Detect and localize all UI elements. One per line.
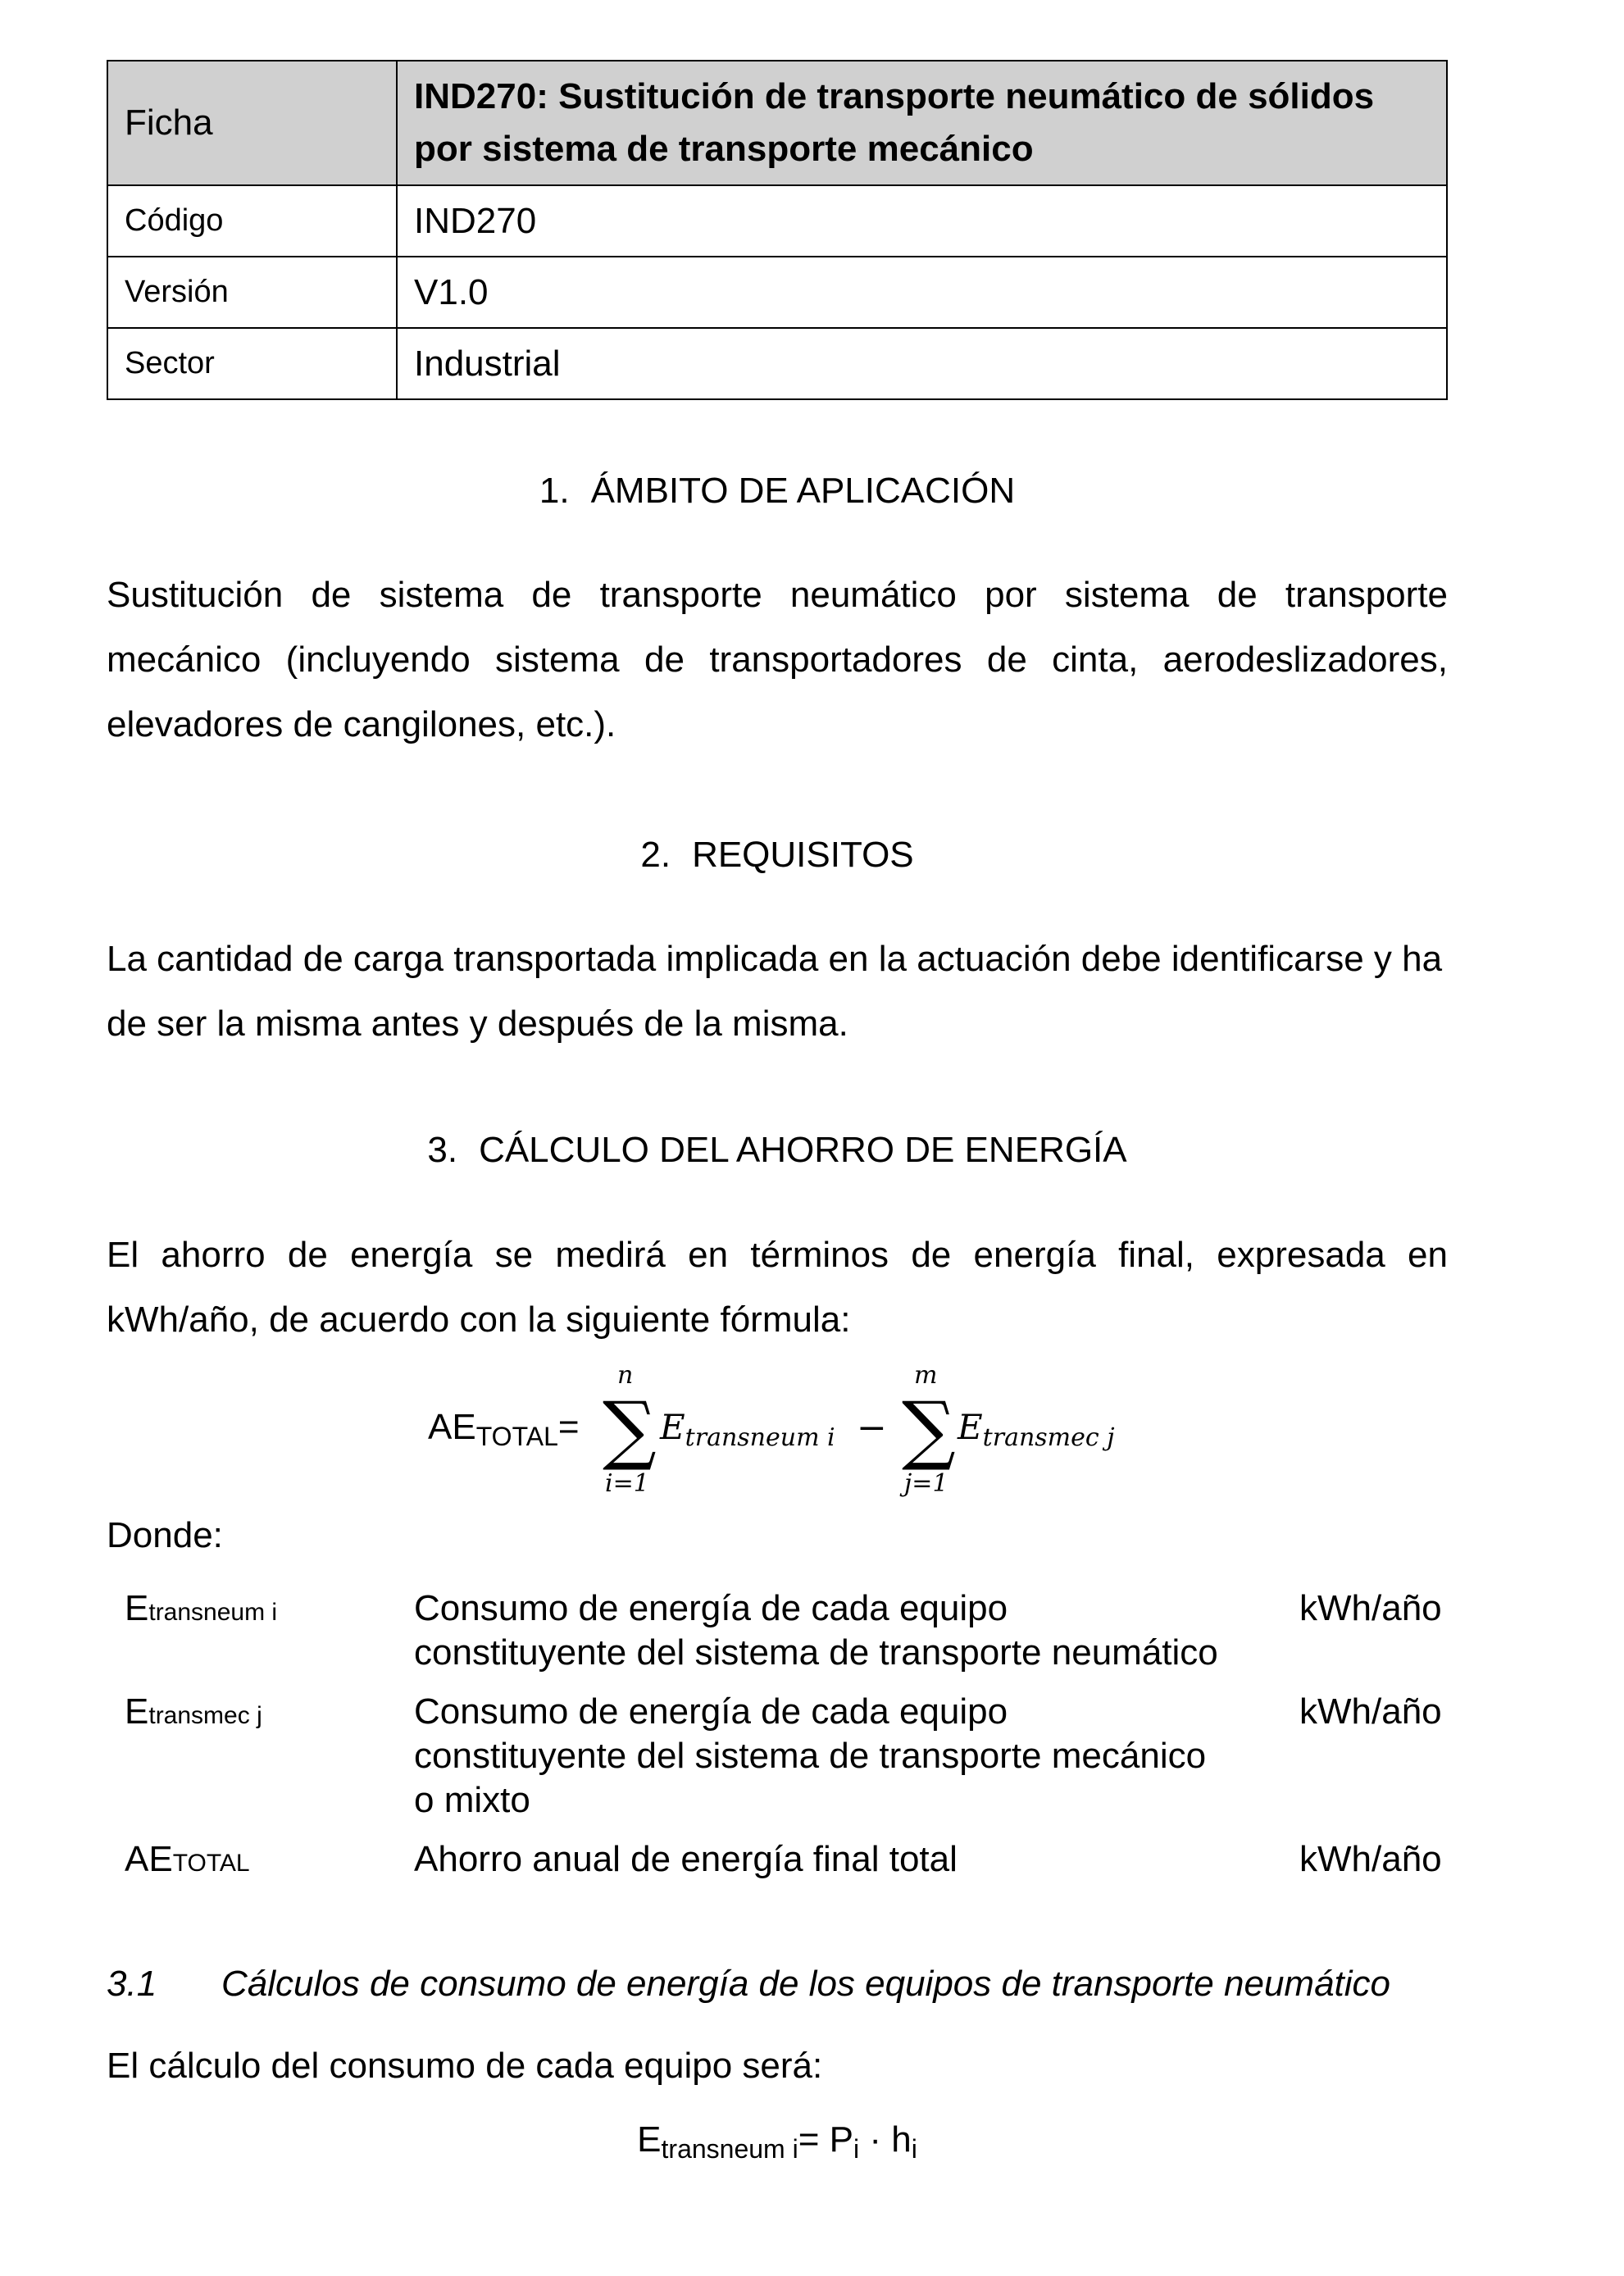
symbol-main: E xyxy=(125,1588,149,1628)
ficha-title: IND270: Sustitución de transporte neumático de sólidos por sistema de transporte mecánico xyxy=(414,76,1375,169)
definition-symbol xyxy=(107,1690,414,1823)
definition-row xyxy=(107,1690,1467,1823)
symbol-main: E xyxy=(125,1691,149,1732)
sum-1-symbol: ∑ xyxy=(603,1386,657,1473)
section-1-heading xyxy=(107,467,1448,516)
sum-1-lower: i=1 xyxy=(605,1469,649,1498)
term-2-main: E xyxy=(958,1407,983,1447)
ficha-label-cell xyxy=(107,61,397,185)
definition-description: Ahorro anual de energía final total xyxy=(414,1839,958,1879)
definition-row xyxy=(107,1586,1467,1675)
consumption-equation xyxy=(107,2115,1448,2174)
formula-lhs-sub: TOTAL xyxy=(475,1422,558,1451)
section-title: CÁLCULO DEL AHORRO DE ENERGÍA xyxy=(479,1130,1127,1170)
definition-symbol xyxy=(107,1586,414,1675)
eq2-h-sub: i xyxy=(911,2134,917,2164)
sector-label: Sector xyxy=(125,346,215,380)
term-2 xyxy=(958,1407,1115,1452)
eq2-e-sub: transneum i xyxy=(661,2134,798,2164)
term-2-sub: transmec j xyxy=(982,1423,1115,1452)
section-1-text: Sustitución de sistema de transporte neumático por sistema de transporte mecánico (incluyendo sistema de transportadores de cinta, aerodeslizadores, elevadores de cangilones, etc.). xyxy=(107,575,1448,744)
section-3-text: El ahorro de energía se medirá en términos de energía final, expresada en kWh/año, de acuerdo con la siguiente fórmula: xyxy=(107,1235,1448,1340)
eq2-h-main: h xyxy=(891,2119,912,2160)
section-number: 2. xyxy=(640,835,671,875)
version-value: V1.0 xyxy=(414,271,489,312)
eq2-dot: · xyxy=(869,2119,881,2160)
section-title: ÁMBITO DE APLICACIÓN xyxy=(590,471,1016,511)
row-label-cell xyxy=(107,257,397,328)
eq2-equals: = xyxy=(798,2119,820,2160)
section-3-heading xyxy=(107,1126,1448,1175)
subsection-title: Cálculos de consumo de energía de los equipos de transporte neumático xyxy=(221,1964,1391,2004)
donde-label: Donde: xyxy=(107,1515,223,1555)
section-2-heading xyxy=(107,831,1448,880)
eq2-e-main: E xyxy=(637,2119,662,2160)
definition-symbol xyxy=(107,1837,414,1886)
table-row xyxy=(107,257,1447,328)
calc-text: El cálculo del consumo de cada equipo será: xyxy=(107,2046,823,2086)
definition-description: Consumo de energía de cada equipo constituyente del sistema de transporte neumático xyxy=(414,1588,1218,1673)
eq2-p-main: P xyxy=(829,2119,853,2160)
eq2-p-sub: i xyxy=(853,2134,860,2164)
definition-unit: kWh/año xyxy=(1299,1691,1442,1732)
sector-value: Industrial xyxy=(414,343,561,384)
ficha-header-row xyxy=(107,61,1447,185)
formula-lhs xyxy=(428,1407,580,1452)
definition-row xyxy=(107,1837,1467,1886)
subsection-number: 3.1 xyxy=(107,1964,157,2004)
row-value-cell xyxy=(397,328,1447,399)
formula-lhs-main: AE xyxy=(428,1407,476,1447)
codigo-label: Código xyxy=(125,203,224,238)
symbol-sub: transmec j xyxy=(148,1702,262,1729)
version-label: Versión xyxy=(125,275,229,309)
row-label-cell xyxy=(107,328,397,399)
symbol-sub: transneum i xyxy=(148,1599,278,1626)
definition-unit: kWh/año xyxy=(1299,1839,1442,1879)
subsection-3-1-heading xyxy=(107,1960,1500,2009)
definition-unit: kWh/año xyxy=(1299,1588,1442,1628)
sum-2-lower: j=1 xyxy=(904,1469,948,1498)
term-1-main: E xyxy=(660,1407,685,1447)
row-value-cell xyxy=(397,185,1447,257)
formula-minus: − xyxy=(857,1407,887,1449)
symbol-sub: TOTAL xyxy=(172,1850,250,1877)
ficha-table xyxy=(107,60,1448,400)
table-row xyxy=(107,185,1447,257)
ficha-title-cell xyxy=(397,61,1447,185)
section-number: 3. xyxy=(427,1130,458,1170)
sum-2-upper: m xyxy=(914,1361,938,1390)
term-1-sub: transneum i xyxy=(685,1423,835,1452)
definitions-list xyxy=(107,1586,1467,1900)
row-label-cell xyxy=(107,185,397,257)
ficha-label: Ficha xyxy=(125,102,213,143)
row-value-cell xyxy=(397,257,1447,328)
savings-formula xyxy=(410,1361,1230,1500)
formula-equals: = xyxy=(557,1407,580,1447)
term-1 xyxy=(660,1407,835,1452)
symbol-main: AE xyxy=(125,1839,173,1879)
codigo-value: IND270 xyxy=(414,200,537,241)
sum-1-upper: n xyxy=(617,1361,634,1390)
section-2-text: La cantidad de carga transportada implicada en la actuación debe identificarse y ha de ser la misma antes y después de la misma. xyxy=(107,939,1443,1044)
sum-2-symbol: ∑ xyxy=(902,1386,956,1473)
section-number: 1. xyxy=(539,471,570,511)
section-title: REQUISITOS xyxy=(692,835,914,875)
definition-description: Consumo de energía de cada equipo constituyente del sistema de transporte mecánico o mixto xyxy=(414,1691,1207,1820)
table-row xyxy=(107,328,1447,399)
